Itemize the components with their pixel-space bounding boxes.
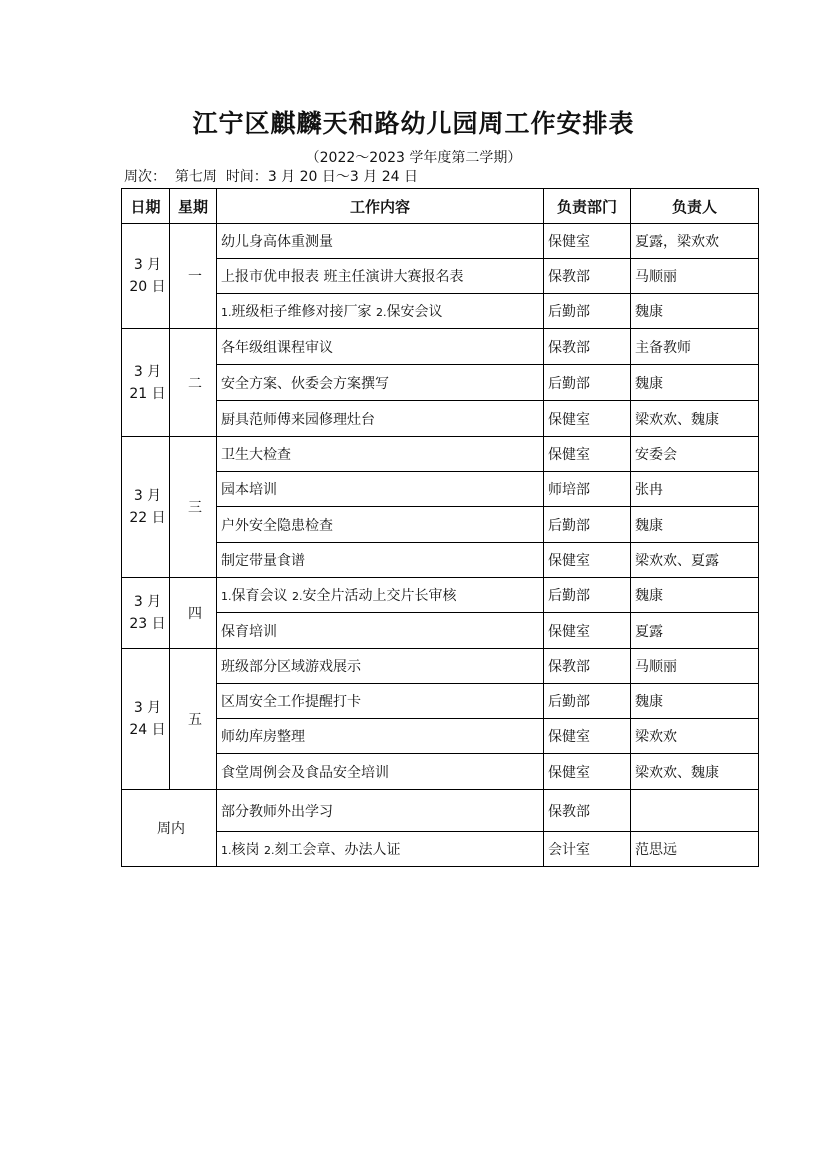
content-cell: 班级部分区域游戏展示 [217, 649, 544, 684]
dept-cell: 保健室 [544, 613, 631, 649]
dept-cell: 保健室 [544, 543, 631, 578]
person-cell: 夏露 [631, 613, 759, 649]
header-date: 日期 [122, 189, 170, 224]
person-cell: 梁欢欢、魏康 [631, 401, 759, 437]
date-cell: 3 月 21 日 [122, 329, 170, 437]
content-cell: 1.核岗 2.刻工会章、办法人证 [217, 832, 544, 867]
table-row [122, 472, 759, 507]
weekday-cell: 四 [170, 578, 217, 649]
table-row [122, 365, 759, 401]
schedule-table [121, 188, 759, 867]
person-cell: 夏露，梁欢欢 [631, 224, 759, 259]
page-title: 江宁区麒麟天和路幼儿园周工作安排表 [192, 109, 635, 138]
person-cell: 梁欢欢、魏康 [631, 754, 759, 790]
person-cell: 魏康 [631, 365, 759, 401]
person-cell: 安委会 [631, 437, 759, 472]
dept-cell: 师培部 [544, 472, 631, 507]
table-row [122, 329, 759, 365]
person-cell: 马顺丽 [631, 259, 759, 294]
header-person: 负责人 [631, 189, 759, 224]
date-cell: 3 月 24 日 [122, 649, 170, 790]
weekday-cell: 五 [170, 649, 217, 790]
dept-cell: 保健室 [544, 719, 631, 754]
dept-cell: 保健室 [544, 401, 631, 437]
dept-cell: 保教部 [544, 649, 631, 684]
content-cell: 区周安全工作提醒打卡 [217, 684, 544, 719]
header-dept: 负责部门 [544, 189, 631, 224]
week-within-cell: 周内 [122, 790, 217, 867]
date-cell: 3 月 20 日 [122, 224, 170, 329]
table-row [122, 543, 759, 578]
content-cell: 上报市优申报表 班主任演讲大赛报名表 [217, 259, 544, 294]
content-cell: 厨具范师傅来园修理灶台 [217, 401, 544, 437]
person-cell [631, 790, 759, 832]
content-cell: 安全方案、伙委会方案撰写 [217, 365, 544, 401]
person-cell: 魏康 [631, 507, 759, 543]
dept-cell: 后勤部 [544, 507, 631, 543]
dept-cell: 会计室 [544, 832, 631, 867]
person-cell: 主备教师 [631, 329, 759, 365]
date-cell: 3 月 22 日 [122, 437, 170, 578]
table-row [122, 259, 759, 294]
table-row [122, 294, 759, 329]
weekday-cell: 三 [170, 437, 217, 578]
dept-cell: 保教部 [544, 790, 631, 832]
dept-cell: 保健室 [544, 754, 631, 790]
dept-cell: 后勤部 [544, 578, 631, 613]
table-row [122, 684, 759, 719]
person-cell: 范思远 [631, 832, 759, 867]
content-cell: 1.保育会议 2.安全片活动上交片长审核 [217, 578, 544, 613]
content-cell: 户外安全隐患检查 [217, 507, 544, 543]
content-cell: 师幼库房整理 [217, 719, 544, 754]
content-cell: 1.班级柜子维修对接厂家 2.保安会议 [217, 294, 544, 329]
date-cell: 3 月 23 日 [122, 578, 170, 649]
dept-cell: 后勤部 [544, 294, 631, 329]
table-row [122, 507, 759, 543]
table-row [122, 401, 759, 437]
weekday-cell: 二 [170, 329, 217, 437]
person-cell: 梁欢欢、夏露 [631, 543, 759, 578]
dept-cell: 保教部 [544, 329, 631, 365]
dept-cell: 后勤部 [544, 365, 631, 401]
person-cell: 梁欢欢 [631, 719, 759, 754]
table-row [122, 224, 759, 259]
table-row [122, 578, 759, 613]
table-row [122, 613, 759, 649]
content-cell: 各年级组课程审议 [217, 329, 544, 365]
content-cell: 幼儿身高体重测量 [217, 224, 544, 259]
person-cell: 魏康 [631, 684, 759, 719]
content-cell: 保育培训 [217, 613, 544, 649]
dept-cell: 保健室 [544, 224, 631, 259]
dept-cell: 后勤部 [544, 684, 631, 719]
week-label: 周次： [124, 169, 166, 185]
table-row [122, 719, 759, 754]
dept-cell: 保教部 [544, 259, 631, 294]
date-range: 3 月 20 日～3 月 24 日 [267, 169, 418, 185]
person-cell: 魏康 [631, 294, 759, 329]
person-cell: 魏康 [631, 578, 759, 613]
week-number: 第七周 [174, 169, 217, 185]
content-cell: 园本培训 [217, 472, 544, 507]
table-row [122, 790, 759, 832]
header-row [122, 189, 759, 224]
person-cell: 马顺丽 [631, 649, 759, 684]
time-label: 时间： [225, 169, 268, 185]
dept-cell: 保健室 [544, 437, 631, 472]
content-cell: 部分教师外出学习 [217, 790, 544, 832]
table-row [122, 437, 759, 472]
person-cell: 张冉 [631, 472, 759, 507]
content-cell: 卫生大检查 [217, 437, 544, 472]
weekday-cell: 一 [170, 224, 217, 329]
table-row [122, 754, 759, 790]
table-row [122, 649, 759, 684]
content-cell: 食堂周例会及食品安全培训 [217, 754, 544, 790]
content-cell: 制定带量食谱 [217, 543, 544, 578]
table-row [122, 832, 759, 867]
header-content: 工作内容 [217, 189, 544, 224]
week-info-line [124, 166, 418, 186]
header-weekday: 星期 [170, 189, 217, 224]
page-subtitle: （2022～2023 学年度第二学期） [305, 150, 522, 166]
